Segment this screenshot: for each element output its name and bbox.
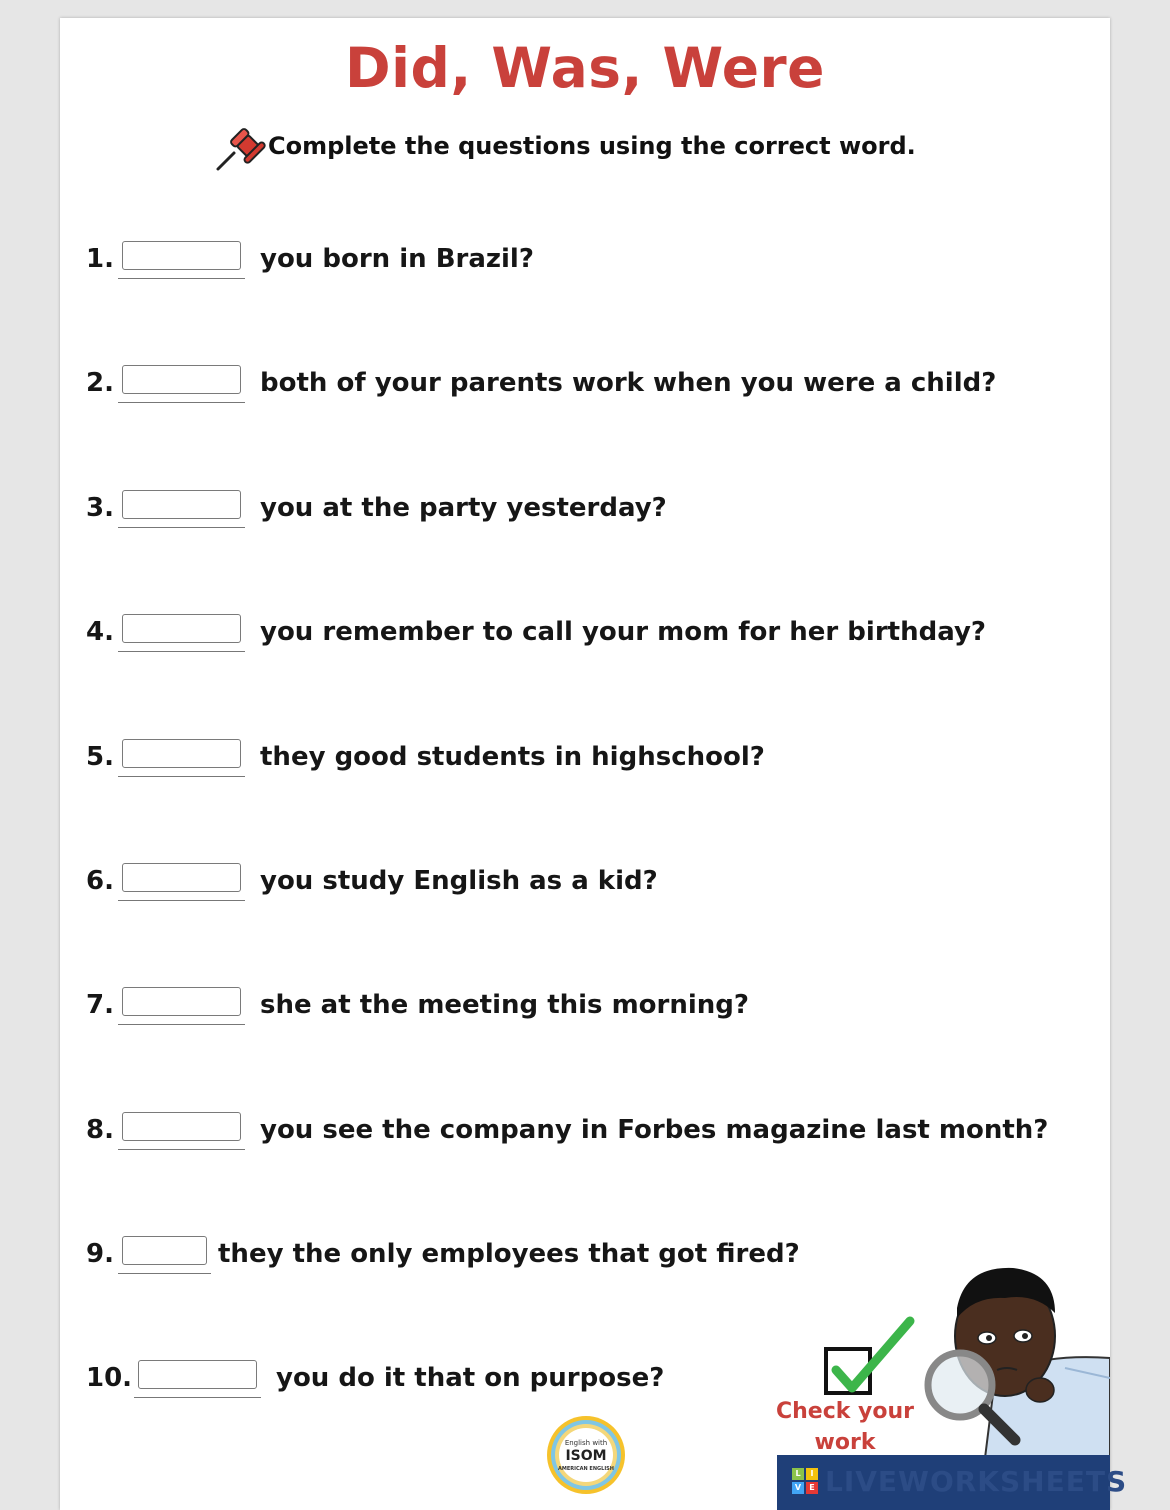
question-number: 9. (86, 1239, 114, 1269)
question-8 (86, 1110, 1048, 1150)
magnifying-glass-icon (920, 1345, 1030, 1455)
liveworksheets-logo-icon (792, 1468, 818, 1494)
answer-blank (118, 612, 245, 652)
answer-blank (118, 861, 245, 901)
question-number: 4. (86, 617, 114, 647)
pushpin-icon (214, 120, 266, 172)
isom-logo (545, 1414, 627, 1496)
logo-top-text: English with (564, 1439, 608, 1447)
question-number: 1. (86, 244, 114, 274)
question-number: 5. (86, 742, 114, 772)
logo-letter: E (806, 1482, 818, 1494)
question-1 (86, 239, 534, 279)
question-number: 2. (86, 368, 114, 398)
answer-input[interactable] (122, 365, 241, 394)
liveworksheets-brand: LIVEWORKSHEETS (825, 1465, 1128, 1498)
liveworksheets-footer (777, 1455, 1128, 1510)
logo-letter: V (792, 1482, 804, 1494)
question-2 (86, 363, 996, 403)
question-number: 8. (86, 1115, 114, 1145)
answer-blank (118, 239, 245, 279)
answer-blank (118, 985, 245, 1025)
question-3 (86, 488, 667, 528)
question-text: she at the meeting this morning? (260, 990, 749, 1020)
question-number: 7. (86, 990, 114, 1020)
check-label-line-1: Check your (775, 1399, 915, 1424)
question-4 (86, 612, 986, 652)
instructions (214, 120, 916, 172)
answer-blank (118, 1110, 245, 1150)
question-9 (86, 1234, 800, 1274)
answer-input[interactable] (122, 987, 241, 1016)
question-7 (86, 985, 749, 1025)
question-text: they good students in highschool? (260, 742, 765, 772)
question-6 (86, 861, 658, 901)
answer-input[interactable] (122, 490, 241, 519)
answer-blank (118, 363, 245, 403)
checkbox-check-icon (820, 1315, 920, 1405)
instructions-text: Complete the questions using the correct word. (268, 132, 916, 160)
question-5 (86, 737, 765, 777)
question-text: you see the company in Forbes magazine last month? (260, 1115, 1049, 1145)
answer-input[interactable] (122, 241, 241, 270)
answer-blank (134, 1358, 261, 1398)
answer-input[interactable] (138, 1360, 257, 1389)
question-10 (86, 1358, 664, 1398)
answer-input[interactable] (122, 1236, 207, 1265)
answer-input[interactable] (122, 863, 241, 892)
question-text: both of your parents work when you were a child? (260, 368, 997, 398)
question-text: you at the party yesterday? (260, 493, 667, 523)
logo-bottom-text: AMERICAN ENGLISH (558, 1466, 614, 1472)
logo-letter: I (806, 1468, 818, 1480)
answer-input[interactable] (122, 739, 241, 768)
question-text: you born in Brazil? (260, 244, 534, 274)
answer-blank (118, 737, 245, 777)
check-your-work-label[interactable] (770, 1396, 920, 1458)
question-text: they the only employees that got fired? (218, 1239, 800, 1269)
answer-blank (118, 1234, 211, 1274)
answer-blank (118, 488, 245, 528)
question-number: 3. (86, 493, 114, 523)
question-text: you do it that on purpose? (276, 1363, 665, 1393)
question-text: you study English as a kid? (260, 866, 658, 896)
question-text: you remember to call your mom for her birthday? (260, 617, 986, 647)
question-number: 10. (86, 1363, 133, 1393)
question-number: 6. (86, 866, 114, 896)
check-label-line-2: work (814, 1430, 876, 1455)
answer-input[interactable] (122, 1112, 241, 1141)
worksheet-title: Did, Was, Were (345, 36, 825, 100)
logo-name: ISOM (565, 1448, 607, 1464)
answer-input[interactable] (122, 614, 241, 643)
logo-letter: L (792, 1468, 804, 1480)
